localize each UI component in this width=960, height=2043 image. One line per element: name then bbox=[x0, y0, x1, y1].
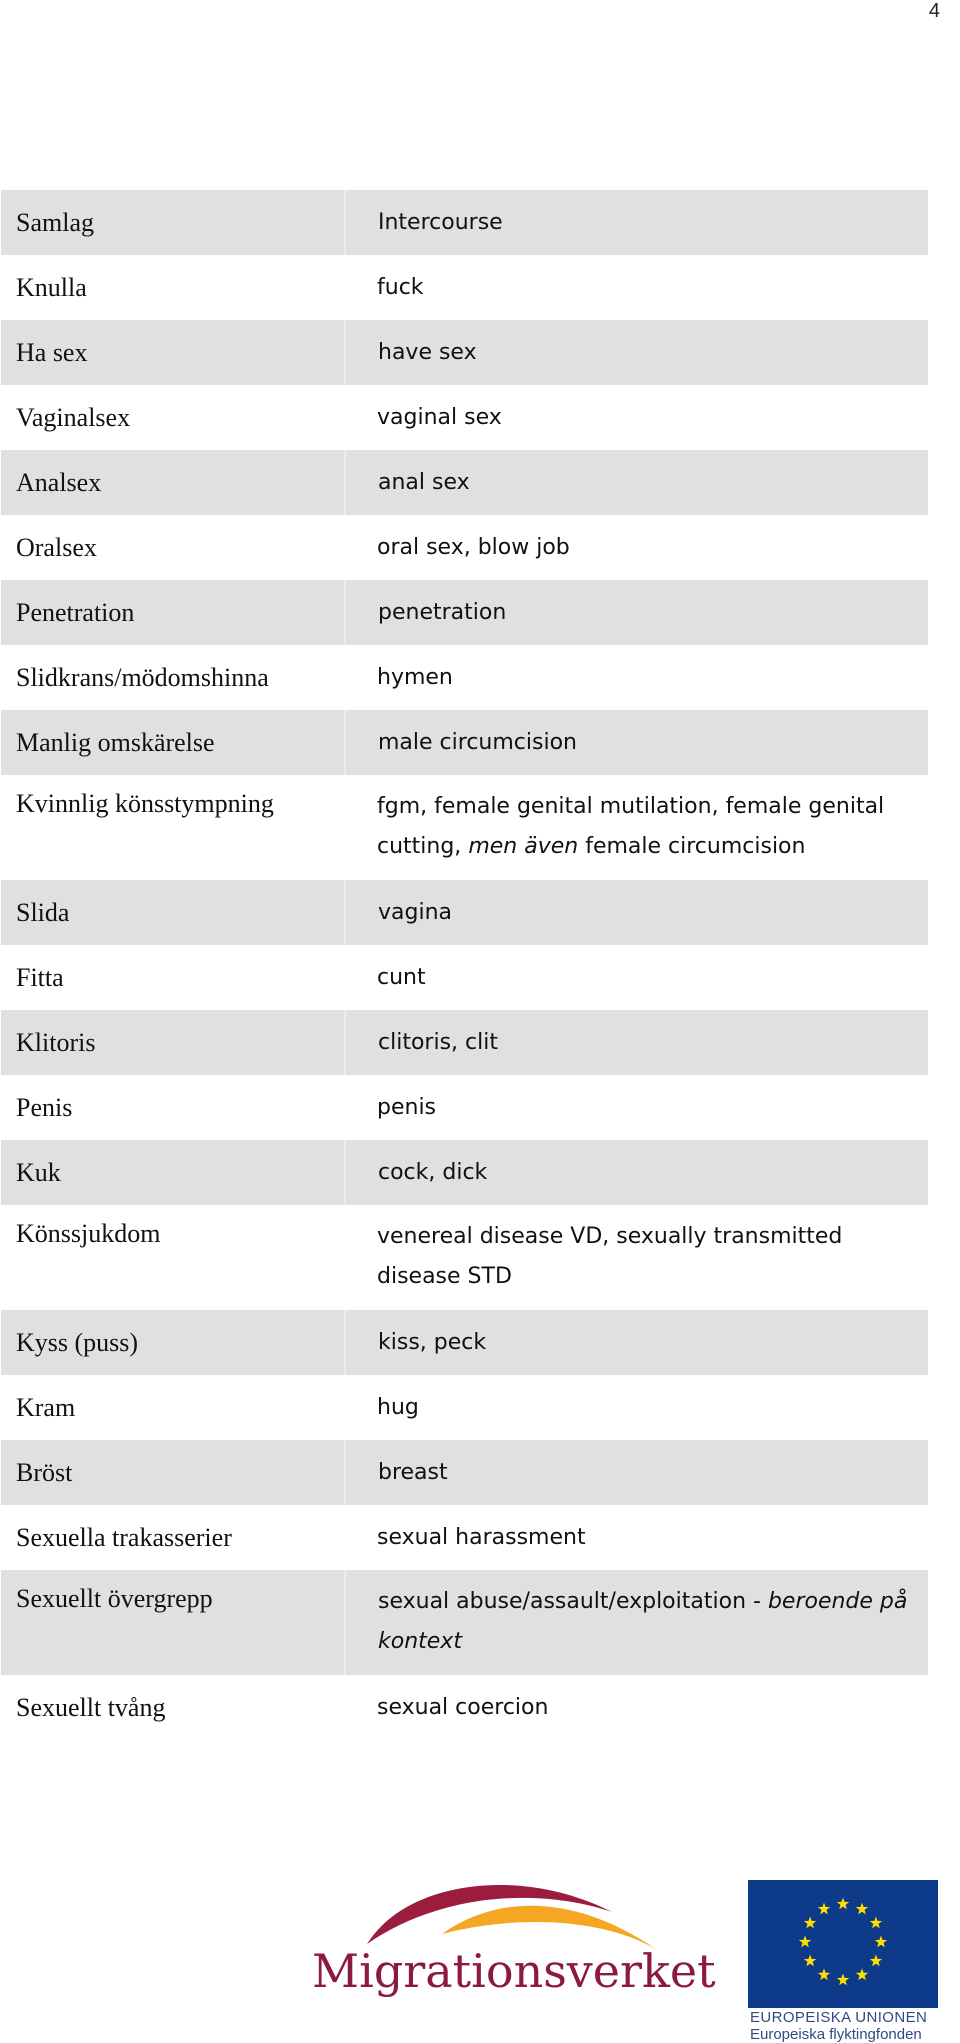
swedish-term: Fitta bbox=[1, 945, 345, 1010]
translation-text: breast bbox=[378, 1459, 448, 1485]
glossary-row bbox=[1, 1140, 928, 1205]
migrationsverket-arc-icon bbox=[312, 1872, 692, 1952]
eu-star-icon bbox=[804, 1955, 816, 1967]
english-translation bbox=[345, 1310, 928, 1375]
translation-text: sexual abuse/assault/exploitation - bbox=[378, 1589, 768, 1614]
eu-star-icon bbox=[818, 1903, 830, 1915]
translation-text: Intercourse bbox=[378, 209, 503, 235]
migrationsverket-logo bbox=[312, 1872, 716, 2012]
eu-union-label: EUROPEISKA UNIONEN bbox=[750, 2009, 928, 2026]
glossary-row bbox=[1, 1075, 928, 1140]
translation-text: vaginal sex bbox=[377, 404, 502, 430]
english-translation bbox=[345, 775, 928, 880]
glossary-row bbox=[1, 450, 928, 515]
eu-star-icon bbox=[870, 1917, 882, 1929]
english-translation bbox=[345, 1205, 928, 1310]
translation-text: hymen bbox=[377, 664, 453, 690]
eu-star-icon bbox=[856, 1968, 868, 1980]
glossary-row bbox=[1, 880, 928, 945]
swedish-term: Könssjukdom bbox=[1, 1205, 345, 1310]
translation-text: fgm, female genital mutilation, female genital cutting, bbox=[377, 794, 885, 859]
swedish-term: Penetration bbox=[1, 580, 345, 645]
glossary-row bbox=[1, 385, 928, 450]
glossary-row bbox=[1, 1310, 928, 1375]
translation-text: male circumcision bbox=[378, 729, 577, 755]
translation-note-italic: men även bbox=[468, 834, 579, 859]
eu-star-icon bbox=[804, 1917, 816, 1929]
english-translation bbox=[345, 1675, 928, 1740]
translation-text: sexual coercion bbox=[377, 1694, 549, 1720]
swedish-term: Bröst bbox=[1, 1440, 345, 1505]
english-translation bbox=[345, 1375, 928, 1440]
translation-text: oral sex, blow job bbox=[377, 534, 570, 560]
eu-star-icon bbox=[837, 1898, 849, 1910]
english-translation bbox=[345, 580, 928, 645]
swedish-term: Manlig omskärelse bbox=[1, 710, 345, 775]
english-translation bbox=[345, 1505, 928, 1570]
eu-star-icon bbox=[870, 1955, 882, 1967]
swedish-term: Samlag bbox=[1, 190, 345, 255]
glossary-row bbox=[1, 255, 928, 320]
translation-text: clitoris, clit bbox=[378, 1029, 498, 1055]
swedish-term: Sexuellt övergrepp bbox=[1, 1570, 345, 1675]
swedish-term: Kram bbox=[1, 1375, 345, 1440]
english-translation bbox=[345, 515, 928, 580]
english-translation bbox=[345, 255, 928, 320]
english-translation bbox=[345, 1440, 928, 1505]
english-translation bbox=[345, 385, 928, 450]
swedish-term: Penis bbox=[1, 1075, 345, 1140]
swedish-term: Vaginalsex bbox=[1, 385, 345, 450]
translation-text: anal sex bbox=[378, 469, 470, 495]
eu-fund-label: Europeiska flyktingfonden bbox=[750, 2026, 922, 2043]
glossary-row bbox=[1, 775, 928, 880]
eu-star-icon bbox=[799, 1936, 811, 1948]
eu-logo bbox=[748, 1880, 938, 2043]
swedish-term: Sexuella trakasserier bbox=[1, 1505, 345, 1570]
translation-text: penetration bbox=[378, 599, 507, 625]
glossary-body bbox=[1, 190, 928, 1740]
eu-star-icon bbox=[875, 1936, 887, 1948]
english-translation bbox=[345, 450, 928, 515]
translation-text: hug bbox=[377, 1394, 419, 1420]
english-translation bbox=[345, 1010, 928, 1075]
glossary-row bbox=[1, 1205, 928, 1310]
glossary-row bbox=[1, 945, 928, 1010]
translation-text: fuck bbox=[377, 274, 424, 300]
swedish-term: Kvinnlig könsstympning bbox=[1, 775, 345, 880]
english-translation bbox=[345, 1140, 928, 1205]
glossary-row bbox=[1, 1010, 928, 1075]
glossary-row bbox=[1, 515, 928, 580]
english-translation bbox=[345, 945, 928, 1010]
migrationsverket-wordmark: Migrationsverket bbox=[312, 1944, 716, 1998]
eu-star-icon bbox=[856, 1903, 868, 1915]
swedish-term: Sexuellt tvång bbox=[1, 1675, 345, 1740]
english-translation bbox=[345, 1570, 928, 1675]
english-translation bbox=[345, 190, 928, 255]
swedish-term: Analsex bbox=[1, 450, 345, 515]
glossary-row bbox=[1, 580, 928, 645]
translation-text: female circumcision bbox=[578, 834, 806, 859]
glossary-row bbox=[1, 1675, 928, 1740]
glossary-row bbox=[1, 710, 928, 775]
translation-text: have sex bbox=[378, 339, 477, 365]
glossary-row bbox=[1, 1440, 928, 1505]
eu-flag-icon bbox=[748, 1880, 938, 2008]
translation-text: cunt bbox=[377, 964, 426, 990]
glossary-row bbox=[1, 1570, 928, 1675]
english-translation bbox=[345, 1075, 928, 1140]
page-number: 4 bbox=[928, 0, 940, 22]
glossary-table bbox=[1, 190, 928, 1740]
english-translation bbox=[345, 880, 928, 945]
translation-text: penis bbox=[377, 1094, 437, 1120]
swedish-term: Ha sex bbox=[1, 320, 345, 385]
eu-star-icon bbox=[837, 1974, 849, 1986]
glossary-row bbox=[1, 320, 928, 385]
glossary-row bbox=[1, 1505, 928, 1570]
glossary-row bbox=[1, 645, 928, 710]
swedish-term: Slidkrans/mödomshinna bbox=[1, 645, 345, 710]
swedish-term: Klitoris bbox=[1, 1010, 345, 1075]
translation-text: sexual harassment bbox=[377, 1524, 586, 1550]
eu-stars-icon bbox=[748, 1880, 938, 2008]
translation-text: vagina bbox=[378, 899, 453, 925]
swedish-term: Slida bbox=[1, 880, 345, 945]
translation-note-italic: beroende på kontext bbox=[378, 1589, 908, 1654]
translation-text: kiss, peck bbox=[378, 1329, 487, 1355]
english-translation bbox=[345, 320, 928, 385]
glossary-row bbox=[1, 1375, 928, 1440]
english-translation bbox=[345, 645, 928, 710]
swedish-term: Kuk bbox=[1, 1140, 345, 1205]
swedish-term: Kyss (puss) bbox=[1, 1310, 345, 1375]
glossary-row bbox=[1, 190, 928, 255]
swedish-term: Oralsex bbox=[1, 515, 345, 580]
translation-text: venereal disease VD, sexually transmitted disease STD bbox=[377, 1224, 843, 1289]
eu-star-icon bbox=[818, 1968, 830, 1980]
translation-text: cock, dick bbox=[378, 1159, 488, 1185]
swedish-term: Knulla bbox=[1, 255, 345, 320]
english-translation bbox=[345, 710, 928, 775]
